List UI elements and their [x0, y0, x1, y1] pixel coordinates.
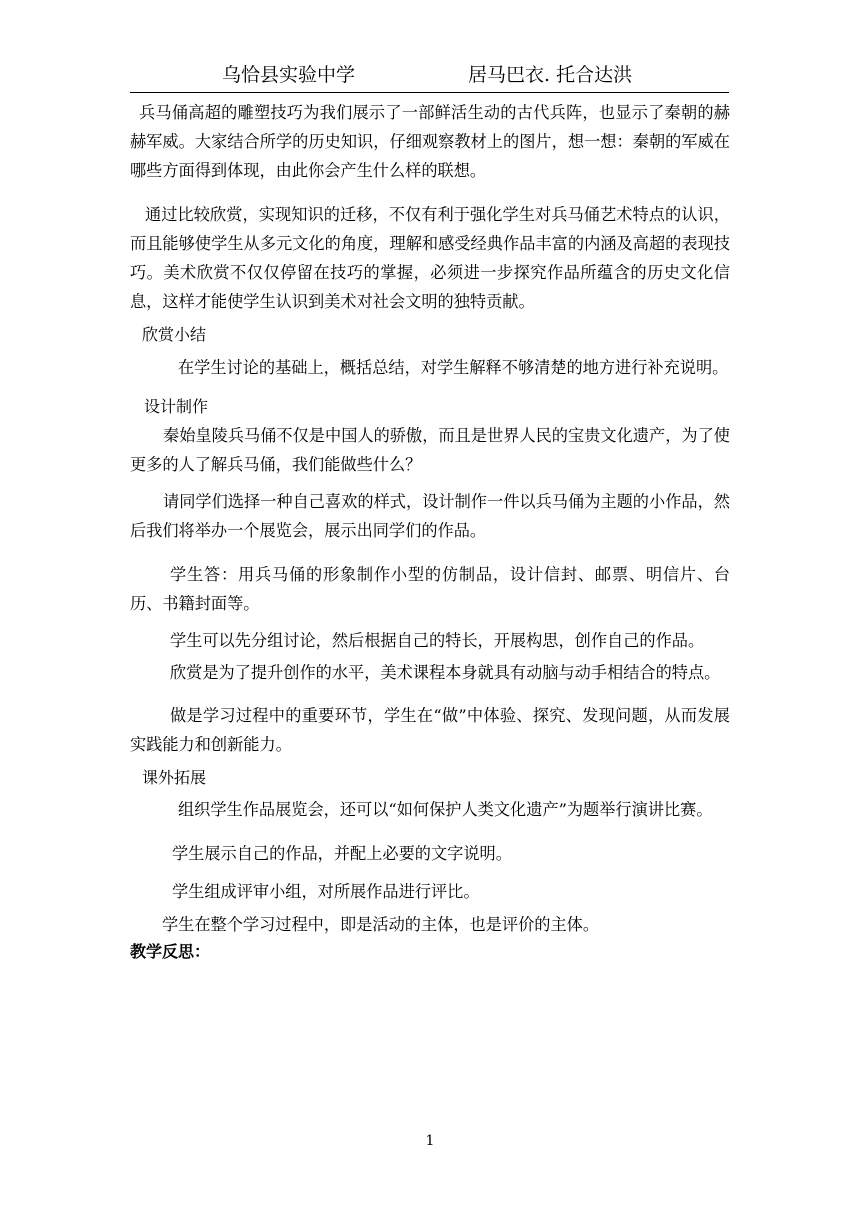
heading-extracurricular-extension: 课外拓展	[142, 768, 207, 787]
paragraph-learning-by-doing: 做是学习过程中的重要环节，学生在“做”中体验、探究、发现问题，从而发展实践能力和创新能力。	[130, 706, 730, 754]
paragraph-summary-text: 在学生讨论的基础上，概括总结，对学生解释不够清楚的地方进行补充说明。	[178, 358, 729, 377]
header-school-name: 乌恰县实验中学	[222, 64, 356, 86]
paragraph-student-subject: 学生在整个学习过程中，即是活动的主体，也是评价的主体。	[162, 915, 600, 934]
paragraph-review-group: 学生组成评审小组，对所展作品进行评比。	[172, 882, 480, 901]
paragraph-heritage-question: 秦始皇陵兵马俑不仅是中国人的骄傲，而且是世界人民的宝贵文化遗产，为了使更多的人了解兵马俑，我们能做些什么？	[130, 426, 730, 474]
paragraph-exhibition-speech: 组织学生作品展览会，还可以“如何保护人类文化遗产”为题举行演讲比赛。	[178, 800, 713, 819]
paragraph-terracotta-intro: 兵马俑高超的雕塑技巧为我们展示了一部鲜活生动的古代兵阵，也显示了秦朝的赫赫军威。大家结合所学的历史知识，仔细观察教材上的图片，想一想：秦朝的军威在哪些方面得到体现，由此你会产生什么样的联想。	[130, 103, 730, 180]
heading-appreciation-summary: 欣赏小结	[142, 325, 207, 344]
paragraph-student-showcase: 学生展示自己的作品，并配上必要的文字说明。	[172, 844, 512, 863]
header-author-name: 居马巴衣. 托合达洪	[468, 64, 633, 86]
heading-teaching-reflection: 教学反思：	[130, 942, 211, 961]
paragraph-comparative-appreciation: 通过比较欣赏，实现知识的迁移，不仅有利于强化学生对兵马俑艺术特点的认识，而且能够使学生从多元文化的角度，理解和感受经典作品丰富的内涵及高超的表现技巧。美术欣赏不仅仅停留在技巧的掌握，必须进一步探究作品所蕴含的历史文化信息，这样才能使学生认识到美术对社会文明的独特贡献。	[130, 205, 730, 311]
paragraph-design-task: 请同学们选择一种自己喜欢的样式，设计制作一件以兵马俑为主题的小作品，然后我们将举办一个展览会，展示出同学们的作品。	[130, 492, 730, 540]
paragraph-group-discussion: 学生可以先分组讨论，然后根据自己的特长，开展构思，创作自己的作品。	[170, 631, 705, 650]
paragraph-student-answer: 学生答：用兵马俑的形象制作小型的仿制品，设计信封、邮票、明信片、台历、书籍封面等。	[130, 565, 730, 613]
page-number: 1	[425, 1133, 435, 1149]
heading-design-production: 设计制作	[144, 397, 209, 416]
document-body	[130, 98, 730, 966]
paragraph-appreciation-purpose: 欣赏是为了提升创作的水平，美术课程本身就具有动脑与动手相结合的特点。	[170, 663, 721, 682]
page-header	[130, 60, 729, 93]
